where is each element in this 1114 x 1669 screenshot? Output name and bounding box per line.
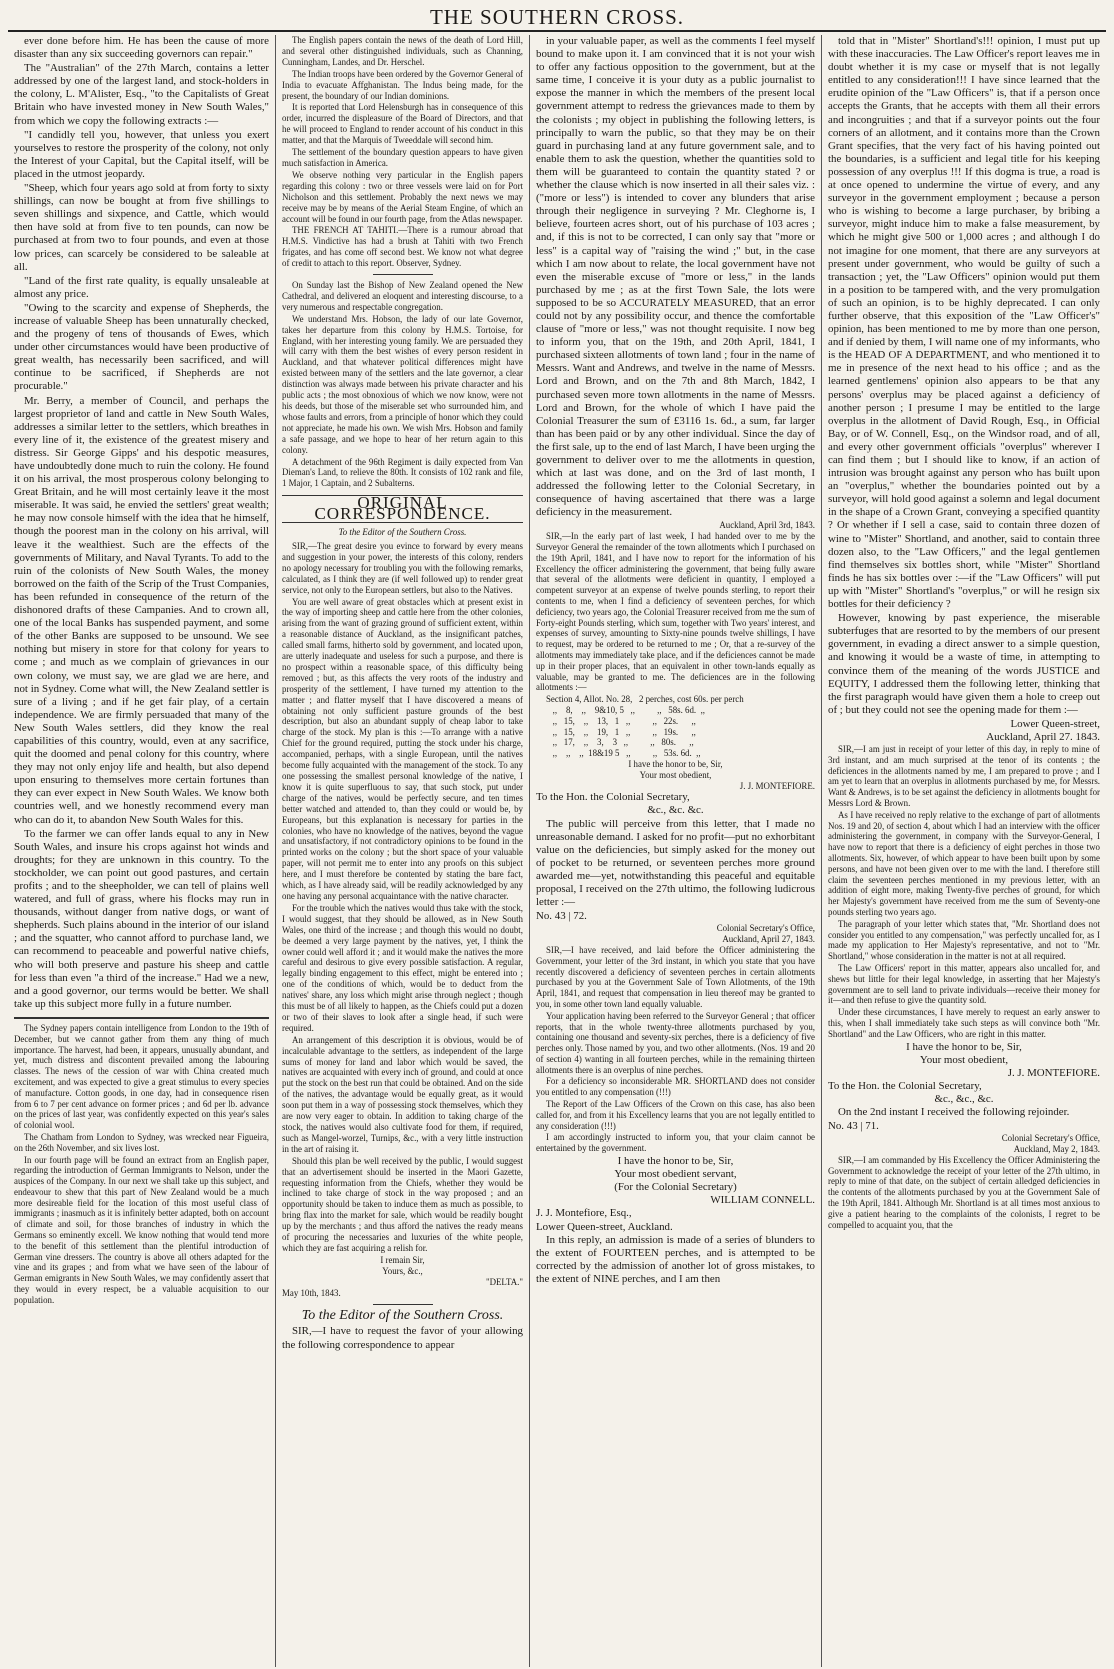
letter-date: Auckland, April 27. 1843.	[986, 730, 1100, 743]
news-item: We observe nothing very particular in the English papers regarding this colony : two or three vessels were laid on for Port Nicholson and this settlement. Probably the next news we may receive may be by means of the Aerial Steam Engine, of which an account will be found in our fourth page, from the Atlas newspaper.	[282, 169, 523, 224]
letter-closing: Your most obedient servant,	[614, 1168, 737, 1181]
paragraph: told that in "Mister" Shortland's!!! opinion, I must put up with these inaccuracies. The Law Officer's report leaves me in doubt whether it is my case or myself that is not legally entitled to any consideration!!! I have since learned that the erudite opinion of the "Law Officers" is, that if a person once accepts the Grants, that he accepts with them all their errors and incongruities ; and that if a surveyor points out the four corners of an allotment, and it contains more than the Crown Grant specifies, that the very fact of his having pointed out the boundaries, is a sufficient and legal title for his keeping possession of any overplus !!! If this dogma is true, a road is at once opened to undermine the virtue of every, and any surveyor in the government employment ; because a person who is wishing to become a large purchaser, by bribing a surveyor, might induce him to make a false measurement, by which he might give 500 or 1,000 acres ; and although I do not imagine for one moment, that there are any surveyors at present under government, who would be guilty of such a transaction ; yet, the "Law Officers" opinion would put them in a position to be tampered with, and the very promulgation of such an opinion, is to be highly deprecated. I can only further observe, that this exposition of the "Law Officer's" opinion, has been mentioned to me by more than one person, and if denied by them, I will name one of my informants, who is the HEAD OF A DEPARTMENT, and who mentioned it to me in presence of the next head to his office ; and as the learned gentlemens' opinion also appears to be that any persons' overplus may be placed against a deficiency of another person ; I presume I may be entitled to the large overplus in the allotment of David Rough, Esq., in Official Bay, or of W. Connell, Esq., on the Windsor road, and of all, and every other government officials "overplus" wherever I can find them ; but I should like to know, if an action of intrusion was brought against any person who has built upon an "overplus," whether the boundaries pointed out by a surveyor, will hold good against a solemn and legal document in the shape of a Crown Grant, conveying a specified quantity ? Or whether if I sell a case, said to contain three dozen of wine to "Mister" Shortland, and another, said to contain three dozen also, to the "Law Officers," and the legal gentlemen find themselves six bottles short, while "Mister" Shortland finds he has six bottles over :—if the "Law Officers" will put up with "Mister" Shortland's "overplus," or will he resign six bottles for their deficiency ?	[828, 35, 1100, 611]
letter-closing: I have the honor to be, Sir,	[906, 1040, 1022, 1053]
divider	[373, 1304, 433, 1305]
divider	[373, 274, 433, 275]
paragraph: Mr. Berry, a member of Council, and perhaps the largest proprietor of land and cattle in New South Wales, addresses a similar letter to the settlers, which breathes in every line of it, the existence of the greatest misery and distress. Sir George Gipps' and his despotic measures, have undoubtedly done much to ruin the colony. He found it on his arrival, the most prosperous colony belonging to Great Britain, and he will most certainly leave it the most miserable. It was said, he envied the settlers' great wealth; he may now console himself with the idea that he himself, though the poorest man in the colony on his arrival, will leave it the wealthiest. Such are the effects of the governments of Military, and Naval Tyrants. To add to the ruin of the colonists of New South Wales, the money borrowed on the faith of the Scrip of the Trust Companies, has been refunded in consequence of the return of the dishonored drafts of these Campanies. And to crown all, one of the local Banks has suspended payment, and some of the other Banks are supposed to be unsound. We see nothing but misery in store for that colony for years to come ; and much as we complain of grievances in our own colony, we must say, we are glad we are here, and not in Sydney. Come what will, the New Zealand settler is sure of a living ; and if he get fair play, of a certain independence. We are firmly persuaded that many of the New South Wales settlers, did they know the real capabilities of this country, would, even at any sacrifice, quit the doomed and penal colony for this country, where they may not only enjoy life and health, but also depend upon ensuring to themselves more certain fortunes than they can ever expect in New South Wales. We know both countries well, and we honestly recommend every man who can do it, to abandon New South Wales for this.	[14, 394, 269, 826]
news-item: THE FRENCH AT TAHITI.—There is a rumour abroad that H.M.S. Vindictive has had a brush at Tahiti with two French frigates, and has come off second best. We know not what degree of credit to attach to this report. Observer, Sydney.	[282, 225, 523, 269]
letter-date: Auckland, April 27, 1843.	[722, 934, 815, 945]
paragraph: "Sheep, which four years ago sold at from forty to sixty shillings, can now be bought at from five shillings to seven shillings and sixpence, and Cattle, which would then have sold at from five to ten pounds, can now be purchased at from two to four pounds, and even at those low prices, can scarcely be considered to be saleable at all.	[14, 182, 269, 273]
news-item: The Indian troops have been ordered by the Governor General of India to evacuate Affghanistan. The Indus being made, for the present, the boundary of our Indian dominions.	[282, 68, 523, 101]
paragraph: To the farmer we can offer lands equal to any in New South Wales, and insure his crops against hot winds and droughts; for they are unknown in this country. To the stockholder, we can point out good pastures, and certain profits ; and to the sheepholder, we can tell of plains well watered, and full of grass, where his flocks may run in thousands, without danger from native dogs, or want of shepherds. Such plains abound in the interior of our island ; and the squatter, who cannot afford to purchase land, we can recommend to peaceable and powerful native chiefs, who will both preserve and pasture his sheep and cattle for less than even "a third of the increase." Had we a new, and a good governor, our terms would be better. We shall take up this subject more fully in a future number.	[14, 827, 269, 1010]
deficiency-table-row: ,, ,, ,, 18&19 5 ,, ,, 53s. 6d. ,,	[546, 748, 701, 759]
column-2	[276, 35, 530, 1667]
news-item: The Sydney papers contain intelligence from London to the 19th of December, but we cannot gather from them any thing of much importance. The harvest, had been, it appears, unusually abundant, and yet, much distress and discontent prevailed among the labouring classes. The news of the cession of war with China created much excitement, and was expected to give a great stimulus to every species of manufacture. Cotton goods, in one day, had in consequence risen from 6 to 7 per cent advance on former prices ; and 6d per lb. advance on the prices of last year, was confidently expected on this year's sales of colonial wool.	[14, 1022, 269, 1131]
letter-closing: I remain Sir,	[380, 1254, 425, 1265]
news-item: The English papers contain the news of the death of Lord Hill, and several other distinguished individuals, such as Channing, Cunningham, Landes, and Dr. Herschel.	[282, 35, 523, 67]
paragraph: "Land of the first rate quality, is equally unsaleable at almost any price.	[14, 274, 269, 300]
letter-paragraph: SIR,—I am just in receipt of your letter of this day, in reply to mine of 3rd instant, and am much surprised at the tenor of its contents ; the deficiences in the allotments named by me, I am prepared to prove ; and I am yet to learn that an overplus in allotments purchased by me, for Messrs. Want & Andrews, is to be set against the deficiency in allotments bought for Messrs Lord & Brown.	[828, 744, 1100, 809]
paragraph: The public will perceive from this letter, that I made no unreasonable demand. I asked for no profit—put no exhorbitant value on the deficiencies, but simply asked for the money out of pocket to be returned, or seventeen perches more ground awarded me—yet, notwithstanding this peaceful and equitable proposal, I received on the 27th ultimo, the following ludicrous letter :—	[536, 817, 815, 909]
letter-paragraph: Should this plan be well received by the public, I would suggest that an advertisement should be inserted in the Maori Gazette, requesting information from the Chiefs, whether they would be inclined to take charge of stock in the way proposed ; and an opportunity should be taken to induce them as much as possible, to bring flax into the market for sale, which would be readily bought up by the merchants ; and thus afford the natives the ready means of procuring the necessaries and luxuries of the white people, which they are fast acquiring a relish for.	[282, 1155, 523, 1253]
letter-address: Lower Queen-street,	[1010, 717, 1100, 730]
deficiency-table-row: ,, 8, ,, 9&10, 5 ,, ,, 58s. 6d. ,,	[546, 705, 706, 716]
letter-paragraph: As I have received no reply relative to the exchange of part of allotments Nos. 19 and 20, of section 4, about which I had an interview with the officer administering the government, in company with the Surveyor-General, I have now to report that there is a deficiency of eight perches in those two allotments. Six, however, of which appear to have been built upon by some persons, and have not been given over to me with the land. I therefore still claim the seventeen perches mentioned in my previous letter, with an addition of eight more, making Twenty-five perches of ground, for which her Majesty's government have received from me the sum of Seventy-one pounds sterling two years ago.	[828, 809, 1100, 918]
letter-date: May 10th, 1843.	[282, 1287, 341, 1298]
letter-paragraph: SIR,—I have to request the favor of your allowing the following correspondence to appear	[282, 1325, 523, 1351]
paragraph: In this reply, an admission is made of a series of blunders to the extent of FOURTEEN perches, and is attempted to be corrected by the admission of another lot of gross mistakes, to the extent of NINE perches, and I am then	[536, 1233, 815, 1285]
letter-heading: To the Editor of the Southern Cross.	[301, 1307, 504, 1323]
letter-paragraph: Your application having been referred to the Surveyor General ; that officer reports, that in the whole twenty-three allotments purchased by you, containing one thousand and seventy-six perches, there is a deficiency of five perches only. Those named by you, and two other allotments. (Nos. 19 and 20 of section 4) wanting in all fourteen perches, while in the remaining thirteen allotments there is an overplus of nine perches.	[536, 1010, 815, 1075]
letter-closing: I have the honor to be, Sir,	[628, 759, 723, 769]
letter-recipient: J. J. Montefiore, Esq.,	[536, 1207, 632, 1220]
letter-office: Colonial Secretary's Office,	[1001, 1133, 1100, 1144]
paragraph: in your valuable paper, as well as the comments I feel myself bound to make upon it. I am convinced that it is not your wish to offer any factious opposition to the government, but at the same time, I conceive it is your duty as a public journalist to expose the manner in which the members of the present local government attempt to redress the grievances made to them by the colonists ; my object in publishing the following letters, is principally to warn the public, so that they may be on their guard in purchasing land at any future government sale, and to enable them to ask the question, whether the quantities sold to them will be guaranteed to contain the quantity stated ? or whether the clause which is now inserted in all their sales viz. : ("more or less") is intended to cover any blunders that arise through their negligence in surveying ? Mr. Cleghorne is, I believe, fourteen acres short, out of his purchase of 103 acres ; and, if this is not to be corrected, I can only say that "more or less" is a capital way of "raising the wind ;" but, in the case which I am now about to relate, the local government have not even the miserable excuse of "more or less," in the lands purchased by me ; as at the first Town Sale, the lots were supposed to be so ACCURATELY MEASURED, that an error could not by any possibility occur, and thence the comfortable clause of "more or less," was not thought requisite. I now beg to inform you, that on the 19th, and 20th April, 1841, I purchased sixteen allotments of town land ; four in the name of Messrs. Want and Andrews, and twelve in the name of Messrs. Lord and Brown, and on the 7th and 8th March, 1842, I purchased seven more town allotments in the name of Messrs. Lord and Brown, for the whole of which I have paid the Colonial Treasurer the sum of £3116 1s. 6d., a sum, far larger than has been paid or by any other individual. Since the day of the first sale, up to the end of last March, I have been urging the government to deliver over to me the allotments in question, which at last was done, and on the 3rd of last month, I addressed the following letter to the Colonial Secretary, in consequence of having ascertained that there was a large deficiency in the measurement.	[536, 35, 815, 519]
letter-paragraph: The paragraph of your letter which states that, "Mr. Shortland does not consider you entitled to any compensation," was perfectly uncalled for, as I made my application to Her Majesty's representative, and not to "Mr. Shortland," whose consideration in the matter is not at all required.	[828, 918, 1100, 962]
news-item: The settlement of the boundary question appears to have given much satisfaction in America.	[282, 147, 523, 168]
letter-signature: WILLIAM CONNELL.	[710, 1194, 815, 1207]
letter-paragraph: An arrangement of this description it is obvious, would be of incalculable advantage to the settlers, as independent of the large sums of money for land and labor which would be saved, the natives are acquainted with every inch of ground, and could at once put the stock on the best run that could be obtained. And on the side of the natives, the advantage would be equally great, as it would soon put them in a way of possessing stock themselves, which they are now very eager to obtain. In addition to taking charge of the stock, the natives would also cultivate food for them, if required, such as Mangel-worzel, Turnips, &c., with a very little instruction in the art of raising it.	[282, 1034, 523, 1154]
letter-recipient: To the Hon. the Colonial Secretary,	[828, 1079, 982, 1092]
paragraph: "I candidly tell you, however, that unless you exert yourselves to restore the prosperity of the colony, not only the Interest of your Capital, but the Capital itself, will be placed in the utmost jeopardy.	[14, 128, 269, 180]
letter-paragraph: SIR,—I am commanded by His Excellency the Officer Administering the Government to acknowledge the receipt of your letter of the 27th ultimo, in reply to mine of that date, on the subject of certain alledged deficiencies in the contents of the allotments purchased by you at the Government Sale of the 19th April, 1841. Although Mr. Shortland is at all times most anxious to give a patient hearing to the complaints of the colonists, I regret to be compelled to acquaint you, that the	[828, 1154, 1100, 1230]
letter-recipient: To the Hon. the Colonial Secretary,	[536, 791, 690, 804]
paragraph: On the 2nd instant I received the following rejoinder.	[838, 1106, 1070, 1119]
letter-closing: I have the honor to be, Sir,	[617, 1155, 734, 1168]
column-1	[8, 35, 276, 1667]
letter-closing: Yours, &c.,	[382, 1265, 423, 1276]
letter-closing: Your most obedient,	[639, 769, 712, 780]
letter-closing: Your most obedient,	[919, 1053, 1009, 1066]
news-item: It is reported that Lord Helensburgh has in consequence of this order, incurred the displeasure of the Board of Directors, and that he will proceed to England to render account of his conduct in this matter, and that the Marquis of Tweeddale will second him.	[282, 102, 523, 146]
deficiency-table-row: Section 4, Allot. No. 28, 2 perches, cost 60s. per perch	[546, 694, 744, 705]
letter-number: No. 43 | 72.	[536, 910, 587, 923]
letter-recipient: &c., &c. &c.	[647, 804, 704, 817]
columns	[8, 35, 1106, 1667]
letter-signature: J. J. MONTEFIORE.	[739, 780, 815, 791]
letter-paragraph: You are well aware of great obstacles which at present exist in the way of importing sheep and cattle here from the other colonies, arising from the want of grazing ground of sufficient extent, within a reasonable distance of Auckland, as the insignificant patches, called small farms, hitherto sold by government, and located upon, are utterly inadequate and useless for such a purpose, and there is no prospect within a reasonable space, of this difficulty being removed ; but, as this affects the very roots of the industry and prosperity of the settlement, I have turned my attention to the matter ; and flatter myself that I have discovered a means of obtaining not only sufficient pasture grounds of the best description, but also an abundant supply of cheap labor to take charge of the stock. My plan is this :—To arrange with a native Chief for the ground required, putting the stock under his charge, accompanied, perhaps, with a single European, until the natives become fully acquainted with the management of the stock. To any one possessing the smallest personal knowledge of the native, I know it is quite superfluous to say, that such stock, put under charge of the natives, would be perfectly secure, and ten times better watched and attended to, than they could or would be, by Europeans, but this explanation is necessary for parties in the colonies, who have no knowledge of the natives, beyond the vague and unsatisfactory, if not contradictory opinions to be found in the printed works on the colony ; but the short space of your valuable paper, will not permit me to enter into any proofs on this subject here, and I must therefore be contented by stating the bare fact, which, as I have already said, will be readily acknowledged by any one having any personal acquaintance with the native character.	[282, 596, 523, 901]
deficiency-table-row: ,, 15, ,, 13, 1 ,, ,, 22s. ,,	[546, 715, 696, 726]
letter-signature: "DELTA."	[485, 1276, 523, 1287]
letter-paragraph: For the trouble which the natives would thus take with the stock, I would suggest, that they should be allowed, as in New South Wales, one third of the increase ; and though this would no doubt, be deemed a very large payment by the natives, yet, I think the owner could well afford it ; and it would make the natives the more careful and desirous to give every possible satisfaction. A regular, legally binding engagement to this effect, might be entered into ; one of the conditions of which, would be to deduct from the natives' share, any loss which might arise through neglect ; though this must be of all likely to happen, as the Chiefs could put a dozen or two of their slaves to look after a single head, if such were required.	[282, 902, 523, 1033]
news-item: In our fourth page will be found an extract from an English paper, regarding the introduction of German Immigrants to Nelson, under the auspices of the Company. In our next we shall take up this subject, and endeavour to shew that this part of New Zealand would be a much more desireable field for the location of this most useful class of immigrants ; inasmuch as it is infinitely better adapted, both on account of climate and soil, for those branches of industry in which the Germans so eminently excell. We know nothing that would tend more to the benefit of this settlement than the plentiful introduction of German vine dressers. The country is above all others adapted for the vine and its grapes ; and from what we have seen of the labour of German emigrants in New South Wales, we may confidently assert that they would in every respect, be a valuable acquisition to our population.	[14, 1154, 269, 1305]
letter-paragraph: Under these circumstances, I have merely to request an early answer to this, when I shall immediately take such steps as will convince both "Mr. Shortland" and the Law Officers, who are right in this matter.	[828, 1007, 1100, 1039]
news-item: The Chatham from London to Sydney, was wrecked near Figueira, on the 26th November, and six lives lost.	[14, 1131, 269, 1153]
deficiency-table-row: ,, 15, ,, 19, 1 ,, ,, 19s. ,,	[546, 726, 696, 737]
letter-paragraph: The Law Officers' report in this matter, appears also uncalled for, and shews but little for their legal knowledge, in asserting that her Majesty's government are to sell land to private individuals—receive their money for it—and then refuse to give the quantity sold.	[828, 963, 1100, 1006]
divider	[14, 1017, 269, 1019]
paragraph: "Owing to the scarcity and expense of Shepherds, the increase of valuable Sheep has been unnaturally checked, and the progeny of tens of thousands of Ewes, which under other circumstances would have been productive of great wealth, has necessarily been sacrificed, and will continue to be sacrificed, if Shepherds are not procurable."	[14, 301, 269, 393]
letter-signature: J. J. MONTEFIORE.	[1007, 1066, 1100, 1079]
masthead: THE SOUTHERN CROSS.	[8, 4, 1106, 32]
letter-paragraph: I am accordingly instructed to inform you, that your claim cannot be entertained by the government.	[536, 1132, 815, 1154]
news-item: A detachment of the 96th Regiment is daily expected from Van Dieman's Land, to relieve the 80th. It consists of 102 rank and file, 1 Major, 1 Captain, and 2 Subalterns.	[282, 456, 523, 489]
column-3	[530, 35, 822, 1667]
column-4	[822, 35, 1106, 1667]
letter-date: Auckland, May 2, 1843.	[1013, 1144, 1100, 1155]
paragraph: However, knowing by past experience, the miserable subterfuges that are resorted to by the members of our present government, in evading a direct answer to a simple question, and knowing it would be a waste of time, in attempting to convince them of the meaning of the words JUSTICE and EQUITY, I addressed them the following letter, thinking that the first paragraph would have given them a hole to creep out of ; but they could not see the opening made for them :—	[828, 612, 1100, 716]
letter-office: Colonial Secretary's Office,	[716, 923, 815, 934]
letter-date: Auckland, April 3rd, 1843.	[719, 520, 815, 531]
letter-recipient: &c., &c., &c.	[934, 1092, 994, 1105]
letter-paragraph: SIR,—In the early part of last week, I had handed over to me by the Surveyor General the remainder of the town allotments which I purchased on the 19th April, 1841, and I have now to report for the information of his Excellency the officer administering the government, that being fully aware that several of the allotments were deficient in quantity, I employed a competent surveyor at an expense of twelve pounds sterling, to report their contents to me, when I find a deficiency of seventeen perches, for which deficiency, two years ago, the Colonial Treasurer received from me the sum of Forty-eight Pounds sterling, which sum, together with Two years' interest, and expenses of survey, amounting to Sixty-nine pounds twelve shillings, I have to request, may be ordered to be returned to me ; Or, that a re-survey of the allotments may immediately take place, and if the deficiences cannot be made up in their proper places, that an equivalent in other town-lands equally as valuable, may be granted to me. The deficiences are in the following allotments :—	[536, 531, 815, 693]
letter-paragraph: For a deficiency so inconsiderable MR. SHORTLAND does not consider you entitled to any compensation (!!!)	[536, 1076, 815, 1098]
section-heading: ORIGINAL CORRESPONDENCE.	[282, 495, 523, 523]
letter-paragraph: SIR,—I have received, and laid before the Officer administering the Government, your letter of the 3rd instant, in which you state that you have recently discovered a deficiency of seventeen perches in certain allotments purchased by you at the Government Sale of Town Allotments, of the 19th April, 1841, and request that compensation in lieu thereof may be granted to you, in some other town land equally valuable.	[536, 944, 815, 1009]
letter-heading: To the Editor of the Southern Cross.	[338, 527, 467, 538]
letter-number: No. 43 | 71.	[828, 1120, 879, 1133]
deficiency-table-row: ,, 17, ,, 3, 3 ,, ,, 80s. ,,	[546, 737, 694, 748]
news-item: On Sunday last the Bishop of New Zealand opened the New Cathedral, and delivered an eloquent and interesting discourse, to a very numerous and respectable congregation.	[282, 280, 523, 312]
letter-closing: (For the Colonial Secretary)	[614, 1181, 737, 1194]
letter-recipient: Lower Queen-street, Auckland.	[536, 1220, 673, 1233]
letter-paragraph: The Report of the Law Officers of the Crown on this case, has also been called for, and from it his Excellency learns that you are not legally entitled to any consideration (!!!)	[536, 1099, 815, 1131]
paragraph: ever done before him. He has been the cause of more disaster than any six succeeding governors can repair."	[14, 35, 269, 61]
letter-paragraph: SIR,—The great desire you evince to forward by every means and suggestion in your power, the interests of this colony, renders no apology necessary for troubling you with the following remarks, calculated, as I think they are (if well followed up) to render great service, not only to the European settlers, but also to the Natives.	[282, 540, 523, 595]
news-item: We understand Mrs. Hobson, the lady of our late Governor, takes her departure from this colony by H.M.S. Tortoise, for England, with her interesting young family. We are persuaded they will carry with them the best wishes of every person resident in Auckland, and that whatever political differences might have existed between many of the settlers and the late governor, a clear distinction was always made between his private character and his public acts ; the most obnoxious of which we now know, were not his deeds, but those of the miserable set who surrounded him, and whose faults and errors, from a principle of honor which they could not appreciate, he made his own. We wish Mrs. Hobson and family a safe passage, and we hope to hear of her return again to this colony.	[282, 313, 523, 455]
paragraph: The "Australian" of the 27th March, contains a letter addressed by one of the largest land, and stock-holders in the colony, L. M'Alister, Esq., "to the Capitalists of Great Britain who have invested money in New South Wales," from which we copy the following extracts :—	[14, 62, 269, 127]
